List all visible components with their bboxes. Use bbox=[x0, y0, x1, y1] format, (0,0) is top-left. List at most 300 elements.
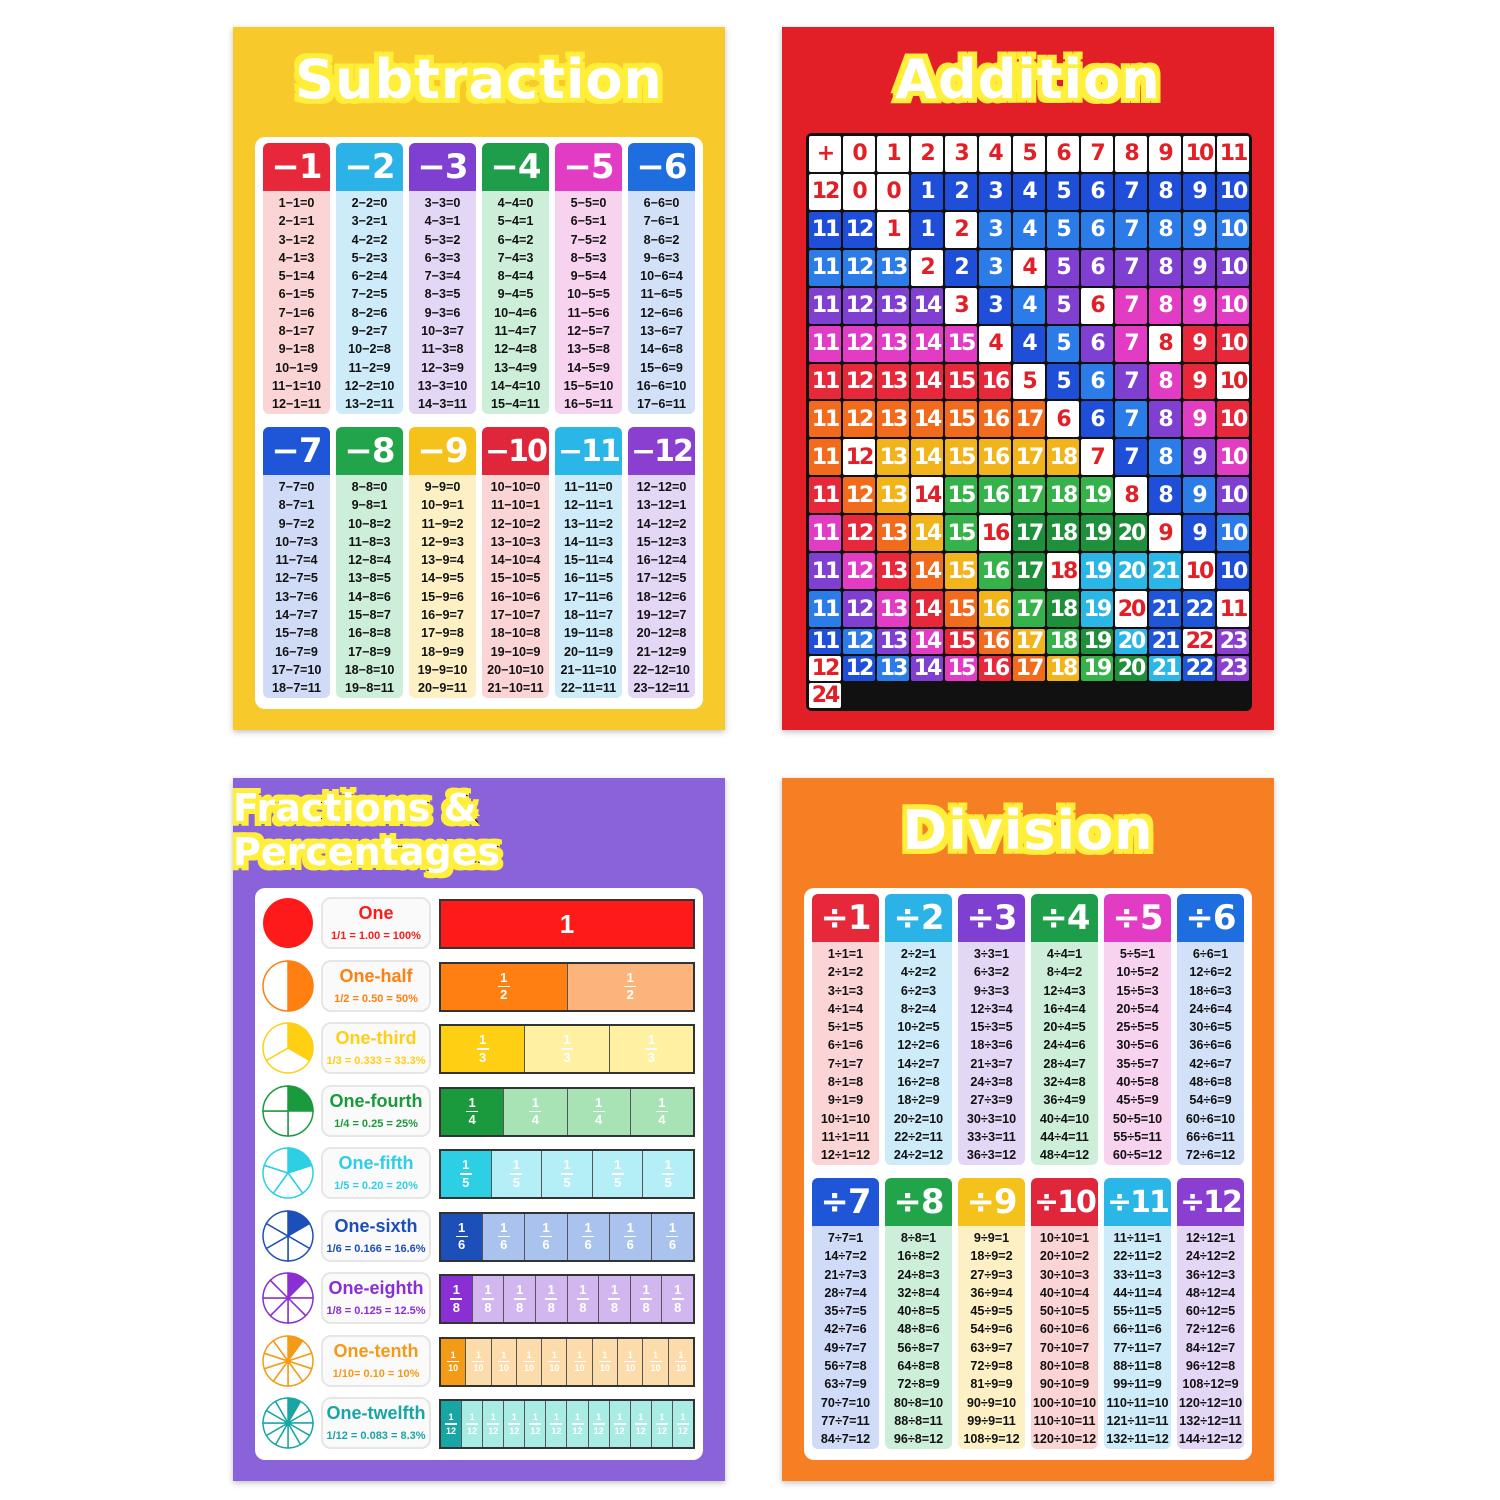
addition-col-header: 6 bbox=[1047, 136, 1079, 172]
addition-cell: 12 bbox=[843, 591, 875, 627]
subtraction-column-header: −6 bbox=[628, 143, 695, 191]
equation: 12÷4=3 bbox=[1043, 983, 1086, 998]
fraction-bar-cell bbox=[588, 1401, 609, 1447]
fraction-numerator: 1 bbox=[462, 1157, 470, 1173]
fraction-numerator: 1 bbox=[452, 1282, 460, 1298]
equation: 48÷6=8 bbox=[1189, 1075, 1232, 1090]
equation: 70÷10=7 bbox=[1039, 1340, 1090, 1355]
addition-cell: 13 bbox=[877, 515, 909, 551]
equation: 9−5=4 bbox=[570, 269, 607, 284]
addition-row-header: 6 bbox=[1047, 401, 1079, 437]
addition-row-header: 8 bbox=[1115, 477, 1147, 513]
addition-cell: 10 bbox=[1217, 553, 1249, 589]
equation: 9−7=2 bbox=[278, 516, 315, 531]
equation: 72÷12=6 bbox=[1185, 1322, 1236, 1337]
division-column bbox=[1031, 1178, 1098, 1449]
equation: 9÷1=9 bbox=[827, 1093, 864, 1108]
addition-cell: 12 bbox=[843, 326, 875, 362]
equation: 13−12=1 bbox=[636, 498, 687, 513]
fraction-bar bbox=[439, 1087, 695, 1137]
addition-cell: 23 bbox=[1217, 656, 1249, 681]
fraction-numerator: 1 bbox=[500, 969, 508, 985]
division-column-header: ÷12 bbox=[1177, 1178, 1244, 1226]
fraction-numerator: 1 bbox=[501, 1349, 507, 1360]
fraction-bar-cell bbox=[668, 1339, 693, 1385]
equation: 14−9=5 bbox=[421, 571, 464, 586]
division-column-header: ÷7 bbox=[812, 1178, 879, 1226]
fraction-numerator: 1 bbox=[515, 1282, 524, 1298]
equation: 60÷12=5 bbox=[1185, 1304, 1236, 1319]
equation: 12−11=1 bbox=[563, 498, 614, 513]
addition-cell: 8 bbox=[1149, 364, 1181, 400]
equation: 16−10=6 bbox=[490, 589, 541, 604]
addition-cell: 3 bbox=[979, 174, 1011, 210]
fraction-bar-cell bbox=[482, 1401, 503, 1447]
fraction-bar-cell bbox=[598, 1276, 630, 1322]
equation: 77÷11=7 bbox=[1113, 1340, 1162, 1355]
fraction-bar-cell bbox=[651, 1401, 672, 1447]
equation: 120÷12=10 bbox=[1178, 1395, 1243, 1410]
addition-cell: 9 bbox=[1183, 288, 1215, 324]
equation: 9−3=6 bbox=[424, 305, 461, 320]
equation: 60÷10=6 bbox=[1039, 1322, 1090, 1337]
division-column-body bbox=[812, 942, 879, 1165]
equation: 15−5=10 bbox=[563, 378, 614, 393]
equation: 72÷8=9 bbox=[897, 1377, 940, 1392]
addition-cell: 4 bbox=[1013, 288, 1045, 324]
subtraction-column-header: −2 bbox=[336, 143, 403, 191]
fraction-numerator: 1 bbox=[484, 1282, 492, 1298]
fraction-bar-cell bbox=[630, 1401, 651, 1447]
fraction-denominator: 10 bbox=[599, 1363, 610, 1374]
equation: 15−11=4 bbox=[563, 553, 614, 568]
equation: 10−2=8 bbox=[348, 342, 391, 357]
fraction-bar-cell bbox=[524, 1401, 545, 1447]
fraction-denominator: 12 bbox=[593, 1425, 604, 1436]
equation: 28÷7=4 bbox=[824, 1285, 867, 1300]
subtraction-poster bbox=[233, 27, 725, 730]
equation: 5−4=1 bbox=[497, 214, 534, 229]
fraction-line bbox=[466, 1423, 478, 1425]
addition-col-header: 2 bbox=[911, 136, 943, 172]
equation: 14÷2=7 bbox=[897, 1056, 940, 1071]
equation: 12−12=0 bbox=[636, 480, 687, 494]
fraction-line bbox=[675, 1361, 687, 1363]
equation: 90÷9=10 bbox=[966, 1395, 1017, 1410]
equation: 25÷5=5 bbox=[1116, 1020, 1159, 1035]
fraction-denominator: 12 bbox=[446, 1425, 457, 1436]
fraction-label bbox=[321, 960, 431, 1012]
fraction-denominator: 2 bbox=[626, 987, 634, 1003]
equation: 88÷11=8 bbox=[1113, 1359, 1162, 1374]
fraction-numerator: 1 bbox=[553, 1412, 559, 1423]
addition-cell: 8 bbox=[1149, 174, 1181, 210]
equation: 9−2=7 bbox=[351, 324, 388, 339]
equation: 9−9=0 bbox=[424, 480, 461, 494]
fraction-numerator: 1 bbox=[617, 1412, 623, 1423]
addition-table bbox=[806, 133, 1252, 711]
fraction-numerator: 1 bbox=[579, 1282, 587, 1298]
subtraction-column-body bbox=[555, 191, 622, 414]
fraction-bar-cell bbox=[541, 1151, 592, 1197]
fraction-numerator: 1 bbox=[680, 1412, 686, 1423]
addition-cell: 16 bbox=[979, 629, 1011, 654]
addition-cell: 6 bbox=[1081, 326, 1113, 362]
equation: 16−12=4 bbox=[636, 553, 687, 568]
addition-cell: 22 bbox=[1183, 591, 1215, 627]
addition-cell: 12 bbox=[843, 629, 875, 654]
equation: 80÷8=10 bbox=[893, 1395, 944, 1410]
addition-cell: 15 bbox=[945, 656, 977, 681]
subtraction-header bbox=[233, 27, 725, 131]
addition-cell: 11 bbox=[809, 477, 841, 513]
fraction-numerator: 1 bbox=[664, 1157, 672, 1173]
fraction-line bbox=[548, 1361, 560, 1363]
addition-col-header: 5 bbox=[1013, 136, 1045, 172]
equation: 70÷7=10 bbox=[820, 1395, 871, 1410]
fraction-numerator: 1 bbox=[674, 1282, 682, 1298]
fraction-bar-cell bbox=[503, 1401, 524, 1447]
fraction-numerator: 1 bbox=[584, 1219, 592, 1235]
equation: 96÷12=8 bbox=[1185, 1359, 1236, 1374]
fraction-numerator: 1 bbox=[638, 1412, 644, 1423]
fraction-denominator: 10 bbox=[574, 1363, 585, 1374]
equation: 12÷6=2 bbox=[1189, 965, 1232, 980]
addition-cell: 8 bbox=[1149, 401, 1181, 437]
addition-cell: 9 bbox=[1183, 326, 1215, 362]
subtraction-column-body bbox=[409, 475, 476, 698]
fraction-circle-icon bbox=[261, 1209, 315, 1263]
fraction-value: 1/4 = 0.25 = 25% bbox=[334, 1117, 418, 1130]
addition-cell: 6 bbox=[1081, 212, 1113, 248]
fraction-denominator: 6 bbox=[457, 1237, 466, 1253]
division-poster bbox=[782, 778, 1274, 1481]
equation: 11−6=5 bbox=[640, 287, 683, 302]
addition-cell: 0 bbox=[877, 174, 909, 210]
addition-cell: 16 bbox=[979, 401, 1011, 437]
fraction-denominator: 6 bbox=[542, 1237, 550, 1253]
fraction-line bbox=[593, 1423, 605, 1425]
equation: 66÷11=6 bbox=[1113, 1322, 1162, 1337]
addition-cell: 5 bbox=[1047, 364, 1079, 400]
addition-cell: 20 bbox=[1115, 591, 1147, 627]
fraction-line bbox=[445, 1423, 457, 1425]
addition-cell: 19 bbox=[1081, 629, 1113, 654]
fraction-numerator: 1 bbox=[479, 1032, 487, 1048]
equation: 3÷3=1 bbox=[973, 947, 1010, 961]
addition-cell: 9 bbox=[1183, 364, 1215, 400]
fraction-line bbox=[677, 1423, 689, 1425]
addition-cell: 18 bbox=[1047, 439, 1079, 475]
subtraction-column-body bbox=[336, 191, 403, 414]
equation: 54÷9=6 bbox=[970, 1322, 1013, 1337]
addition-cell: 17 bbox=[1013, 553, 1045, 589]
addition-cell: 19 bbox=[1081, 477, 1113, 513]
equation: 17−7=10 bbox=[271, 662, 322, 677]
fraction-bar-cell bbox=[642, 1151, 693, 1197]
division-column-header: ÷1 bbox=[812, 894, 879, 942]
addition-cell: 14 bbox=[911, 477, 943, 513]
addition-col-header: 4 bbox=[979, 136, 1011, 172]
equation: 45÷9=5 bbox=[970, 1304, 1013, 1319]
equation: 96÷8=12 bbox=[893, 1432, 944, 1447]
addition-row-header: 4 bbox=[979, 326, 1011, 362]
equation: 7−7=0 bbox=[278, 480, 315, 494]
equation: 13−10=3 bbox=[490, 534, 541, 549]
equation: 35÷5=7 bbox=[1116, 1056, 1159, 1071]
addition-cell: 2 bbox=[945, 250, 977, 286]
fraction-row bbox=[255, 1396, 691, 1452]
addition-cell: 9 bbox=[1183, 401, 1215, 437]
addition-cell: 13 bbox=[877, 656, 909, 681]
fraction-denominator: 10 bbox=[549, 1363, 560, 1374]
equation: 2−2=0 bbox=[351, 196, 388, 210]
equation: 24÷4=6 bbox=[1043, 1038, 1086, 1053]
fraction-denominator: 8 bbox=[610, 1299, 619, 1315]
subtraction-column-header: −4 bbox=[482, 143, 549, 191]
addition-row-header: 7 bbox=[1081, 439, 1113, 475]
addition-row-header: 11 bbox=[1217, 591, 1249, 627]
equation: 21−11=10 bbox=[560, 662, 617, 677]
fraction-bar bbox=[439, 899, 695, 949]
fraction-label bbox=[321, 1272, 431, 1324]
addition-cell: 12 bbox=[843, 250, 875, 286]
division-column bbox=[1104, 894, 1171, 1165]
fraction-bar-cell bbox=[441, 1026, 524, 1072]
subtraction-column bbox=[336, 427, 403, 698]
fraction-name: One-eighth bbox=[328, 1278, 424, 1298]
division-column bbox=[885, 1178, 952, 1449]
subtraction-column-header: −3 bbox=[409, 143, 476, 191]
addition-cell: 7 bbox=[1115, 174, 1147, 210]
equation: 16−5=11 bbox=[563, 397, 614, 412]
equation: 6÷1=6 bbox=[827, 1038, 864, 1053]
addition-cell: 4 bbox=[1013, 174, 1045, 210]
equation: 2÷1=2 bbox=[827, 965, 864, 980]
fraction-name: One-tenth bbox=[333, 1340, 419, 1361]
fraction-label bbox=[321, 1022, 431, 1074]
fraction-numerator: 1 bbox=[642, 1282, 650, 1298]
fraction-denominator: 10 bbox=[625, 1363, 636, 1374]
fraction-bar-cell bbox=[609, 1214, 651, 1260]
fraction-line bbox=[447, 1361, 459, 1363]
equation: 12−4=8 bbox=[494, 342, 537, 357]
fraction-numerator: 1 bbox=[526, 1349, 532, 1360]
fraction-denominator: 12 bbox=[572, 1425, 583, 1436]
fraction-line bbox=[635, 1423, 647, 1425]
equation: 60÷5=12 bbox=[1112, 1148, 1163, 1163]
equation: 12−2=10 bbox=[344, 378, 395, 393]
equation: 6−6=0 bbox=[643, 196, 680, 210]
equation: 9−6=3 bbox=[643, 250, 680, 265]
fraction-bar-cell bbox=[516, 1339, 541, 1385]
fraction-line bbox=[508, 1423, 520, 1425]
fraction-bar-cell bbox=[491, 1339, 516, 1385]
fraction-bar-cell bbox=[441, 1089, 503, 1135]
equation: 18÷9=2 bbox=[970, 1249, 1013, 1264]
equation: 45÷5=9 bbox=[1116, 1093, 1159, 1108]
equation: 30÷10=3 bbox=[1039, 1267, 1090, 1282]
equation: 6−4=2 bbox=[497, 232, 534, 247]
fraction-numerator: 1 bbox=[602, 1349, 608, 1360]
fraction-line bbox=[599, 1361, 611, 1363]
equation: 12−3=9 bbox=[421, 360, 464, 375]
equation: 12−9=3 bbox=[421, 534, 464, 549]
division-column-header: ÷11 bbox=[1104, 1178, 1171, 1226]
equation: 17−11=6 bbox=[563, 589, 614, 604]
equation: 40÷8=5 bbox=[897, 1304, 940, 1319]
addition-row-header: 9 bbox=[1149, 515, 1181, 551]
subtraction-column-header: −10 bbox=[482, 427, 549, 475]
equation: 15−6=9 bbox=[640, 360, 683, 375]
equation: 8÷4=2 bbox=[1046, 965, 1083, 980]
addition-cell: 21 bbox=[1149, 553, 1181, 589]
addition-cell: 18 bbox=[1047, 477, 1079, 513]
fraction-bar-cell bbox=[566, 1401, 587, 1447]
fraction-label bbox=[321, 1335, 431, 1387]
equation: 1÷1=1 bbox=[827, 947, 864, 961]
division-header bbox=[782, 778, 1274, 882]
division-column-body bbox=[885, 942, 952, 1165]
fraction-denominator: 12 bbox=[488, 1425, 499, 1436]
addition-cell: 17 bbox=[1013, 477, 1045, 513]
addition-cell: 6 bbox=[1081, 250, 1113, 286]
equation: 72÷6=12 bbox=[1185, 1148, 1236, 1163]
fraction-numerator: 1 bbox=[575, 1412, 581, 1423]
fraction-line bbox=[614, 1423, 626, 1425]
addition-cell: 14 bbox=[911, 515, 943, 551]
subtraction-title: Subtraction bbox=[295, 47, 663, 111]
fraction-name: One-third bbox=[335, 1028, 417, 1048]
fraction-denominator: 10 bbox=[448, 1363, 459, 1374]
equation: 22−11=11 bbox=[560, 681, 617, 696]
equation: 120÷10=12 bbox=[1032, 1432, 1097, 1447]
addition-cell: 8 bbox=[1149, 250, 1181, 286]
equation: 4−1=3 bbox=[278, 250, 315, 265]
division-column bbox=[812, 894, 879, 1165]
equation: 22÷2=11 bbox=[894, 1129, 943, 1144]
equation: 10−4=6 bbox=[494, 305, 537, 320]
fraction-bar-cell bbox=[642, 1339, 667, 1385]
fraction-numerator: 1 bbox=[678, 1349, 684, 1360]
addition-cell: 15 bbox=[945, 515, 977, 551]
equation: 6−5=1 bbox=[570, 214, 607, 229]
fraction-denominator: 3 bbox=[479, 1049, 487, 1065]
fraction-bar-cell bbox=[567, 1214, 609, 1260]
addition-cell: 10 bbox=[1217, 174, 1249, 210]
equation: 12−10=2 bbox=[490, 516, 541, 531]
division-panel bbox=[804, 888, 1252, 1460]
fraction-denominator: 12 bbox=[635, 1425, 646, 1436]
equation: 10−1=9 bbox=[275, 360, 318, 375]
addition-cell: 8 bbox=[1149, 212, 1181, 248]
addition-cell: 8 bbox=[1149, 326, 1181, 362]
fraction-bar bbox=[439, 1274, 695, 1324]
division-title: Division bbox=[902, 798, 1154, 862]
fraction-denominator: 10 bbox=[650, 1363, 661, 1374]
fraction-bar-cell bbox=[545, 1401, 566, 1447]
addition-cell: 14 bbox=[911, 439, 943, 475]
equation: 48÷8=6 bbox=[897, 1322, 940, 1337]
subtraction-column-body bbox=[336, 475, 403, 698]
equation: 16−9=7 bbox=[421, 608, 464, 623]
equation: 17−9=8 bbox=[421, 626, 464, 641]
addition-cell: 13 bbox=[877, 477, 909, 513]
equation: 99÷11=9 bbox=[1113, 1377, 1162, 1392]
equation: 3−2=1 bbox=[351, 214, 388, 229]
subtraction-column bbox=[482, 427, 549, 698]
equation: 6−2=4 bbox=[351, 269, 388, 284]
addition-cell: 8 bbox=[1149, 288, 1181, 324]
equation: 63÷9=7 bbox=[970, 1340, 1013, 1355]
equation: 21−12=9 bbox=[636, 644, 687, 659]
addition-cell: 6 bbox=[1081, 174, 1113, 210]
subtraction-column bbox=[263, 427, 330, 698]
equation: 90÷10=9 bbox=[1039, 1377, 1090, 1392]
equation: 55÷5=11 bbox=[1113, 1129, 1162, 1144]
equation: 60÷6=10 bbox=[1185, 1111, 1236, 1126]
addition-cell: 12 bbox=[843, 401, 875, 437]
division-column-header: ÷9 bbox=[958, 1178, 1025, 1226]
equation: 6−1=5 bbox=[278, 287, 315, 302]
fraction-value: 1/3 = 0.333 = 33.3% bbox=[326, 1055, 426, 1067]
addition-title: Addition bbox=[895, 47, 1161, 111]
equation: 132÷12=11 bbox=[1179, 1413, 1242, 1428]
addition-cell: 16 bbox=[979, 439, 1011, 475]
addition-cell: 14 bbox=[911, 401, 943, 437]
equation: 24÷12=2 bbox=[1185, 1249, 1236, 1264]
addition-cell: 15 bbox=[945, 401, 977, 437]
equation: 64÷8=8 bbox=[897, 1359, 940, 1374]
fraction-line bbox=[523, 1361, 535, 1363]
equation: 16−8=8 bbox=[348, 626, 391, 641]
addition-cell: 9 bbox=[1183, 212, 1215, 248]
fraction-name: One bbox=[358, 903, 394, 923]
equation: 9−1=8 bbox=[278, 342, 315, 357]
subtraction-columns-bottom bbox=[263, 427, 695, 698]
equation: 5−3=2 bbox=[424, 232, 461, 247]
equation: 19−12=7 bbox=[636, 608, 687, 623]
addition-col-header: 7 bbox=[1081, 136, 1113, 172]
equation: 13−11=2 bbox=[563, 516, 614, 531]
equation: 11−5=6 bbox=[567, 305, 610, 320]
equation: 8−3=5 bbox=[424, 287, 461, 302]
fraction-denominator: 8 bbox=[452, 1299, 460, 1315]
equation: 13−5=8 bbox=[567, 342, 610, 357]
equation: 14−8=6 bbox=[348, 589, 391, 604]
equation: 28÷4=7 bbox=[1043, 1056, 1086, 1071]
fraction-numerator: 1 bbox=[542, 1219, 550, 1235]
fraction-numerator: 1 bbox=[512, 1157, 520, 1173]
equation: 32÷8=4 bbox=[897, 1285, 940, 1300]
equation: 4÷4=1 bbox=[1046, 947, 1083, 961]
equation: 10−5=5 bbox=[567, 287, 610, 302]
equation: 13−8=5 bbox=[348, 571, 391, 586]
fraction-denominator: 12 bbox=[551, 1425, 562, 1436]
equation: 15−7=8 bbox=[275, 626, 318, 641]
fraction-numerator: 1 bbox=[531, 1094, 539, 1110]
fraction-line bbox=[574, 1361, 586, 1363]
equation: 48÷12=4 bbox=[1185, 1285, 1236, 1300]
fraction-denominator: 8 bbox=[579, 1299, 587, 1315]
equation: 10÷1=10 bbox=[820, 1111, 871, 1126]
subtraction-column-body bbox=[628, 475, 695, 698]
addition-cell: 21 bbox=[1149, 656, 1181, 681]
equation: 108÷12=9 bbox=[1182, 1377, 1239, 1392]
addition-cell: 11 bbox=[809, 401, 841, 437]
equation: 17−6=11 bbox=[636, 397, 687, 412]
equation: 33÷3=11 bbox=[967, 1129, 1016, 1144]
